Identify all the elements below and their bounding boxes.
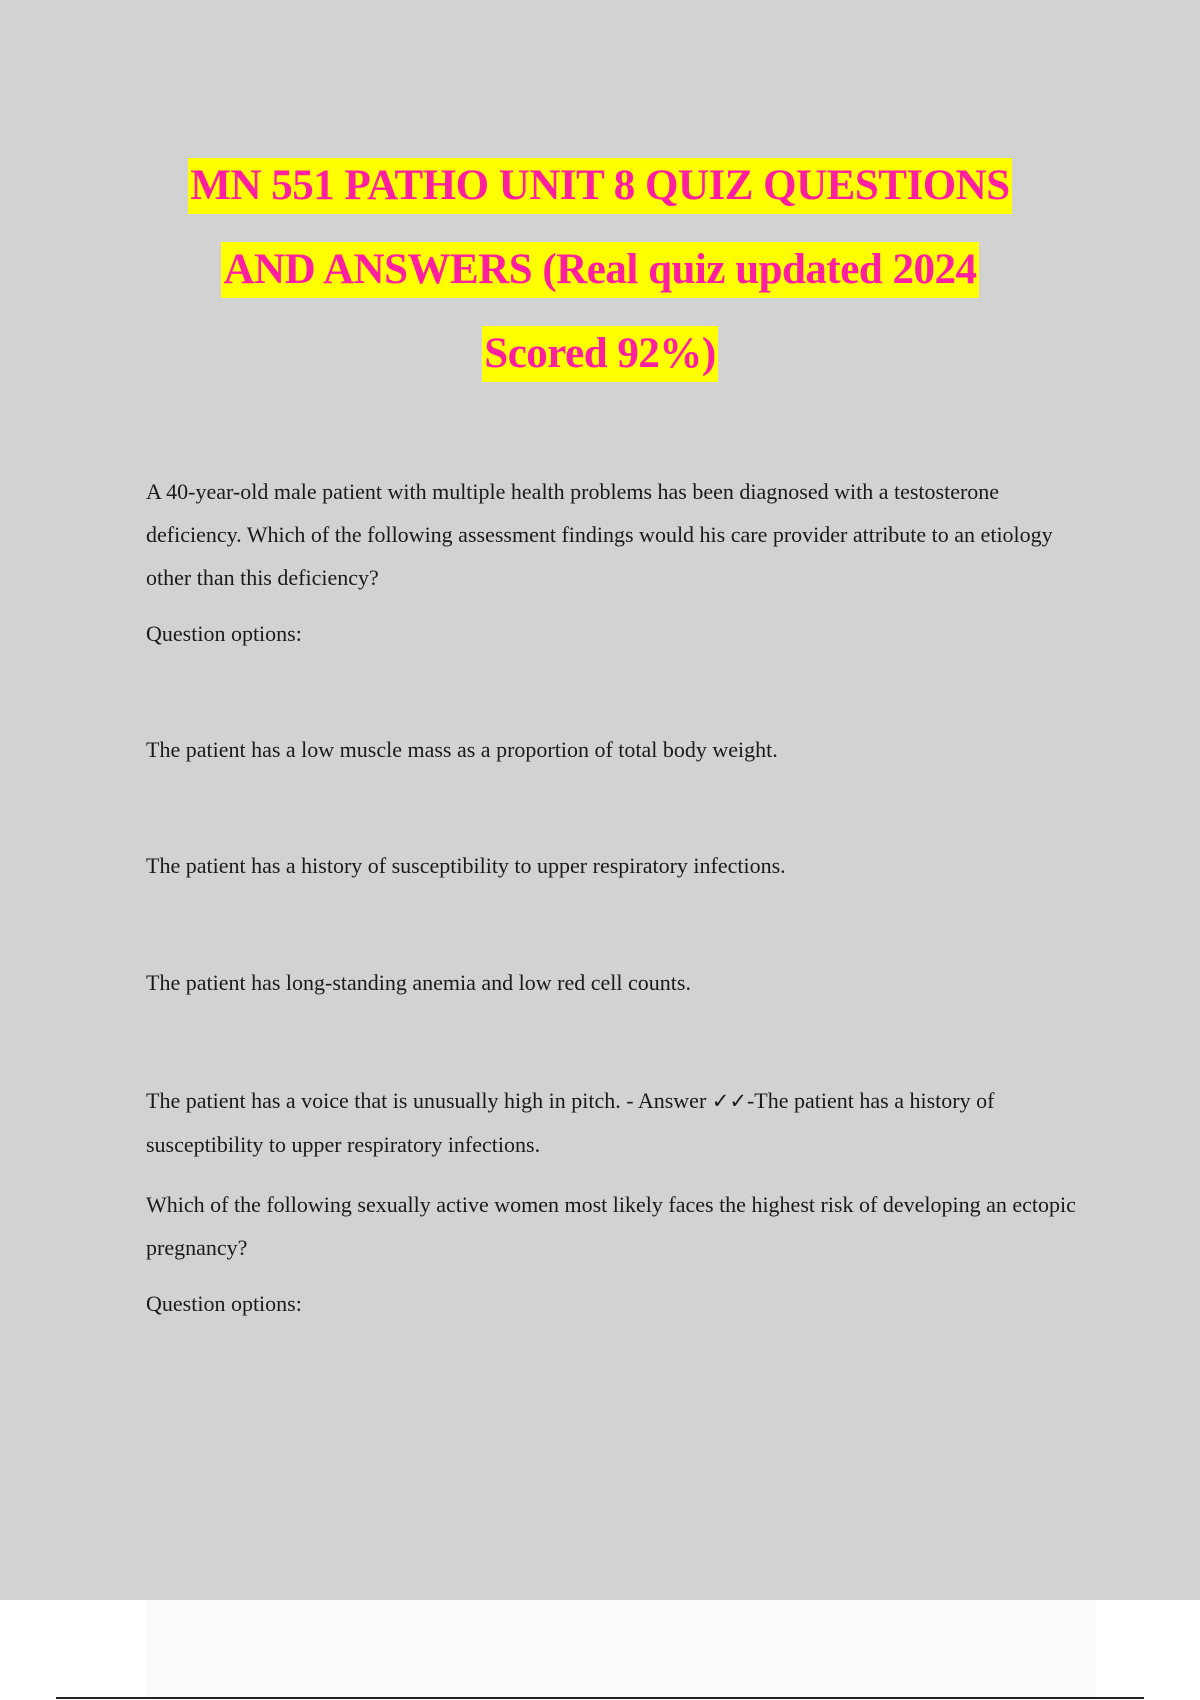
question-1-options-label: Question options: xyxy=(146,621,302,646)
question-2-options-label: Question options: xyxy=(146,1291,302,1316)
title-line-2: AND ANSWERS (Real quiz updated 2024 xyxy=(221,242,978,298)
document-title xyxy=(0,158,1200,410)
footer-area xyxy=(146,1600,1096,1697)
title-line-3: Scored 92%) xyxy=(482,326,717,382)
question-1-option-3: The patient has long-standing anemia and low red cell counts. xyxy=(146,970,691,995)
question-1-answer xyxy=(146,1079,1096,1166)
answer-text: -The patient has a history of susceptibility to upper respiratory infections. xyxy=(146,1088,995,1157)
title-line-1: MN 551 PATHO UNIT 8 QUIZ QUESTIONS xyxy=(188,158,1011,214)
footer-divider xyxy=(56,1697,1144,1699)
answer-check-icon: ✓✓ xyxy=(711,1089,747,1113)
question-1-option-2: The patient has a history of susceptibility to upper respiratory infections. xyxy=(146,853,786,878)
question-1-stem: A 40-year-old male patient with multiple health problems has been diagnosed with a testosterone deficiency. Which of the following assessment findings would his care provider attribute to an etiology other than this deficiency? xyxy=(146,479,1053,590)
question-1-option-4: The patient has a voice that is unusually high in pitch. xyxy=(146,1088,621,1113)
answer-prefix: - Answer xyxy=(620,1088,712,1113)
question-2-stem: Which of the following sexually active women most likely faces the highest risk of developing an ectopic pregnancy? xyxy=(146,1192,1076,1260)
question-1-option-1: The patient has a low muscle mass as a proportion of total body weight. xyxy=(146,737,778,762)
